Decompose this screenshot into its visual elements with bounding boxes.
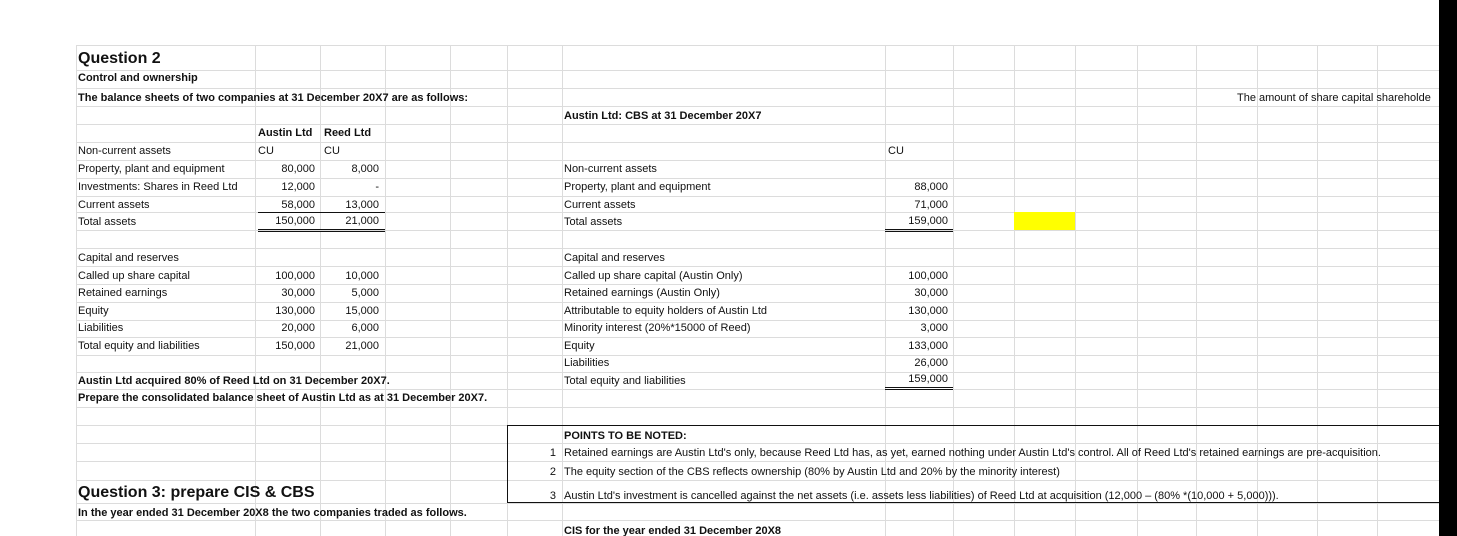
cbs-row-label: Attributable to equity holders of Austin Ltd	[564, 305, 768, 317]
q2-cell-reed: -	[375, 181, 379, 193]
q2-cell-reed: 21,000	[345, 340, 379, 352]
q2-row-label: Capital and reserves	[78, 252, 179, 264]
total-double-rule	[258, 231, 385, 232]
q2-row-label: Equity	[78, 305, 109, 317]
points-title: POINTS TO BE NOTED:	[564, 430, 687, 442]
cis-title: CIS for the year ended 31 December 20X8	[564, 525, 782, 536]
cbs-row-label: Non-current assets	[564, 163, 657, 175]
cbs-cell-value: 133,000	[908, 340, 948, 352]
q2-row-label: Investments: Shares in Reed Ltd	[78, 181, 238, 193]
q2-cell-reed: 6,000	[351, 322, 379, 334]
q2-cell-reed: 5,000	[351, 287, 379, 299]
q2-row-label: Called up share capital	[78, 270, 190, 282]
q2-row-label: Liabilities	[78, 322, 124, 334]
cbs-cell-value: 30,000	[914, 287, 948, 299]
cbs-row-label: Capital and reserves	[564, 252, 665, 264]
cbs-row-label: Retained earnings (Austin Only)	[564, 287, 720, 299]
q2-cell-austin: 58,000	[281, 199, 315, 211]
column-header-reed: Reed Ltd	[324, 127, 372, 139]
cbs-total-double-rule	[885, 231, 953, 232]
q2-cell-austin: 20,000	[281, 322, 315, 334]
q2-cell-austin: 80,000	[281, 163, 315, 175]
question-2-title: Question 2	[78, 50, 161, 67]
q2-row-label: Total assets	[78, 216, 137, 228]
currency-austin: CU	[258, 145, 274, 157]
q2-row-label: Current assets	[78, 199, 150, 211]
point-text: Retained earnings are Austin Ltd's only, because Reed Ltd has, as yet, earned nothing under Austin Ltd's control. All of Reed Ltd's retained earnings are pre-acquisition.	[564, 447, 1381, 459]
q2-cell-austin: 150,000	[275, 215, 315, 227]
window-edge	[1439, 0, 1457, 536]
q2-cell-reed: 15,000	[345, 305, 379, 317]
q2-row-label: Total equity and liabilities	[78, 340, 200, 352]
cbs-cell-value: 159,000	[908, 215, 948, 227]
q2-cell-reed: 21,000	[345, 215, 379, 227]
cbs-total-double-rule	[885, 229, 953, 230]
cbs-cell-value: 100,000	[908, 270, 948, 282]
q2-cell-reed: 13,000	[345, 199, 379, 211]
q2-cell-austin: 150,000	[275, 340, 315, 352]
cbs-cell-value: 130,000	[908, 305, 948, 317]
cbs-row-label: Liabilities	[564, 357, 610, 369]
cbs-row-label: Property, plant and equipment	[564, 181, 711, 193]
cbs-currency: CU	[888, 145, 904, 157]
cbs-title: Austin Ltd: CBS at 31 December 20X7	[564, 110, 762, 122]
side-note-text: The amount of share capital shareholde	[1237, 92, 1431, 104]
q2-cell-austin: 30,000	[281, 287, 315, 299]
q2-cell-reed: 8,000	[351, 163, 379, 175]
cbs-total-double-rule	[885, 387, 953, 388]
point-text: The equity section of the CBS reflects ownership (80% by Austin Ltd and 20% by the minority interest)	[564, 466, 1060, 478]
q2-note-prepare: Prepare the consolidated balance sheet of Austin Ltd as at 31 December 20X7.	[78, 392, 488, 404]
cbs-cell-value: 26,000	[914, 357, 948, 369]
question-2-subtitle: Control and ownership	[78, 72, 198, 84]
q2-cell-austin: 12,000	[281, 181, 315, 193]
q2-note-acquisition: Austin Ltd acquired 80% of Reed Ltd on 31 December 20X7.	[78, 375, 390, 387]
question-3-intro: In the year ended 31 December 20X8 the two companies traded as follows.	[78, 507, 467, 519]
point-text: Austin Ltd's investment is cancelled against the net assets (i.e. assets less liabilities) of Reed Ltd at acquisition (12,000 – (80% *(10,000 + 5,000))).	[564, 490, 1279, 502]
currency-reed: CU	[324, 145, 340, 157]
cbs-cell-value: 3,000	[920, 322, 948, 334]
total-rule-top	[258, 212, 385, 213]
cbs-row-label: Called up share capital (Austin Only)	[564, 270, 743, 282]
column-header-austin: Austin Ltd	[258, 127, 313, 139]
q2-row-label: Retained earnings	[78, 287, 168, 299]
cbs-row-label: Minority interest (20%*15000 of Reed)	[564, 322, 751, 334]
q2-cell-reed: 10,000	[345, 270, 379, 282]
question-2-intro: The balance sheets of two companies at 31 December 20X7 are as follows:	[78, 92, 469, 104]
cbs-total-double-rule	[885, 389, 953, 390]
q2-cell-austin: 130,000	[275, 305, 315, 317]
q2-cell-austin: 100,000	[275, 270, 315, 282]
cbs-cell-value: 71,000	[914, 199, 948, 211]
cbs-row-label: Equity	[564, 340, 595, 352]
point-number: 1	[549, 447, 556, 459]
cbs-row-label: Current assets	[564, 199, 636, 211]
highlighted-cell[interactable]	[1014, 212, 1075, 230]
q2-row-label: Property, plant and equipment	[78, 163, 225, 175]
cbs-row-label: Total equity and liabilities	[564, 375, 686, 387]
q2-row-label: Non-current assets	[78, 145, 171, 157]
cbs-cell-value: 88,000	[914, 181, 948, 193]
total-double-rule	[258, 229, 385, 230]
cbs-row-label: Total assets	[564, 216, 623, 228]
question-3-title: Question 3: prepare CIS & CBS	[78, 484, 315, 501]
point-number: 2	[549, 466, 556, 478]
point-number: 3	[549, 490, 556, 502]
cbs-cell-value: 159,000	[908, 373, 948, 385]
